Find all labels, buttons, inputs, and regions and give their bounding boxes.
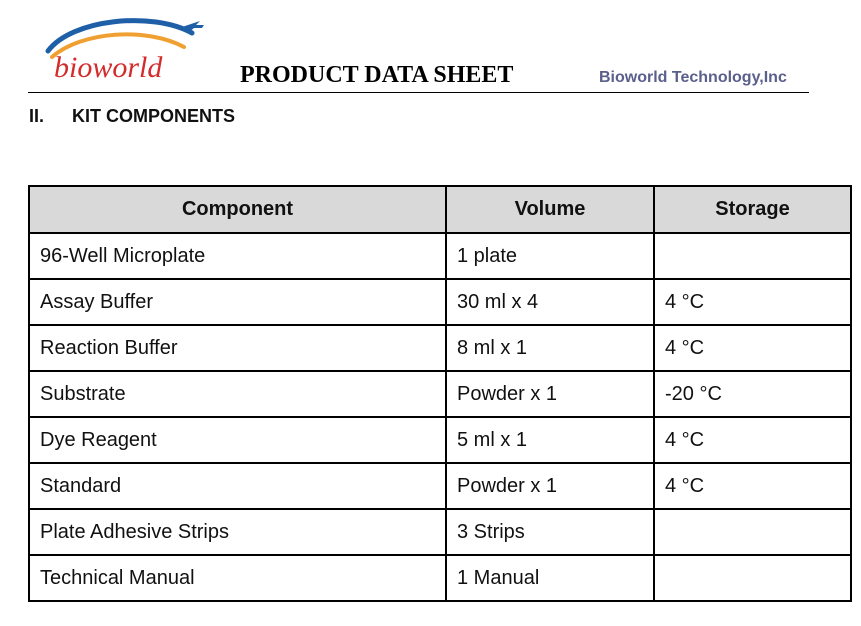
cell-volume: 8 ml x 1 (446, 325, 654, 371)
cell-storage: 4 °C (654, 417, 851, 463)
table-row (29, 371, 851, 417)
cell-volume: 5 ml x 1 (446, 417, 654, 463)
cell-storage: 4 °C (654, 463, 851, 509)
section-heading (29, 105, 235, 127)
header-volume: Volume (446, 186, 654, 233)
cell-storage (654, 509, 851, 555)
logo-graphic (42, 13, 212, 89)
section-number: II. (29, 106, 45, 126)
cell-volume: 1 plate (446, 233, 654, 279)
table-row (29, 417, 851, 463)
cell-storage (654, 233, 851, 279)
header-divider (28, 92, 809, 93)
bioworld-logo (42, 13, 212, 89)
table-row (29, 555, 851, 601)
cell-volume: 30 ml x 4 (446, 279, 654, 325)
document-title: PRODUCT DATA SHEET (240, 62, 514, 88)
cell-volume: Powder x 1 (446, 463, 654, 509)
header-storage: Storage (654, 186, 851, 233)
section-title: KIT COMPONENTS (72, 106, 236, 126)
header-component: Component (29, 186, 446, 233)
cell-storage: 4 °C (654, 279, 851, 325)
cell-storage (654, 555, 851, 601)
cell-component: Technical Manual (29, 555, 446, 601)
cell-component: Substrate (29, 371, 446, 417)
cell-component: Assay Buffer (29, 279, 446, 325)
table-header-row (29, 186, 851, 233)
logo-text: bioworld (54, 51, 163, 84)
cell-volume: Powder x 1 (446, 371, 654, 417)
table-row (29, 279, 851, 325)
cell-volume: 1 Manual (446, 555, 654, 601)
table-row (29, 509, 851, 555)
cell-component: Standard (29, 463, 446, 509)
cell-volume: 3 Strips (446, 509, 654, 555)
cell-storage: 4 °C (654, 325, 851, 371)
table-row (29, 233, 851, 279)
cell-component: 96-Well Microplate (29, 233, 446, 279)
cell-storage: -20 °C (654, 371, 851, 417)
cell-component: Plate Adhesive Strips (29, 509, 446, 555)
cell-component: Dye Reagent (29, 417, 446, 463)
cell-component: Reaction Buffer (29, 325, 446, 371)
kit-components-table (28, 185, 852, 602)
table-row (29, 463, 851, 509)
table-row (29, 325, 851, 371)
company-name: Bioworld Technology,Inc (599, 69, 787, 86)
